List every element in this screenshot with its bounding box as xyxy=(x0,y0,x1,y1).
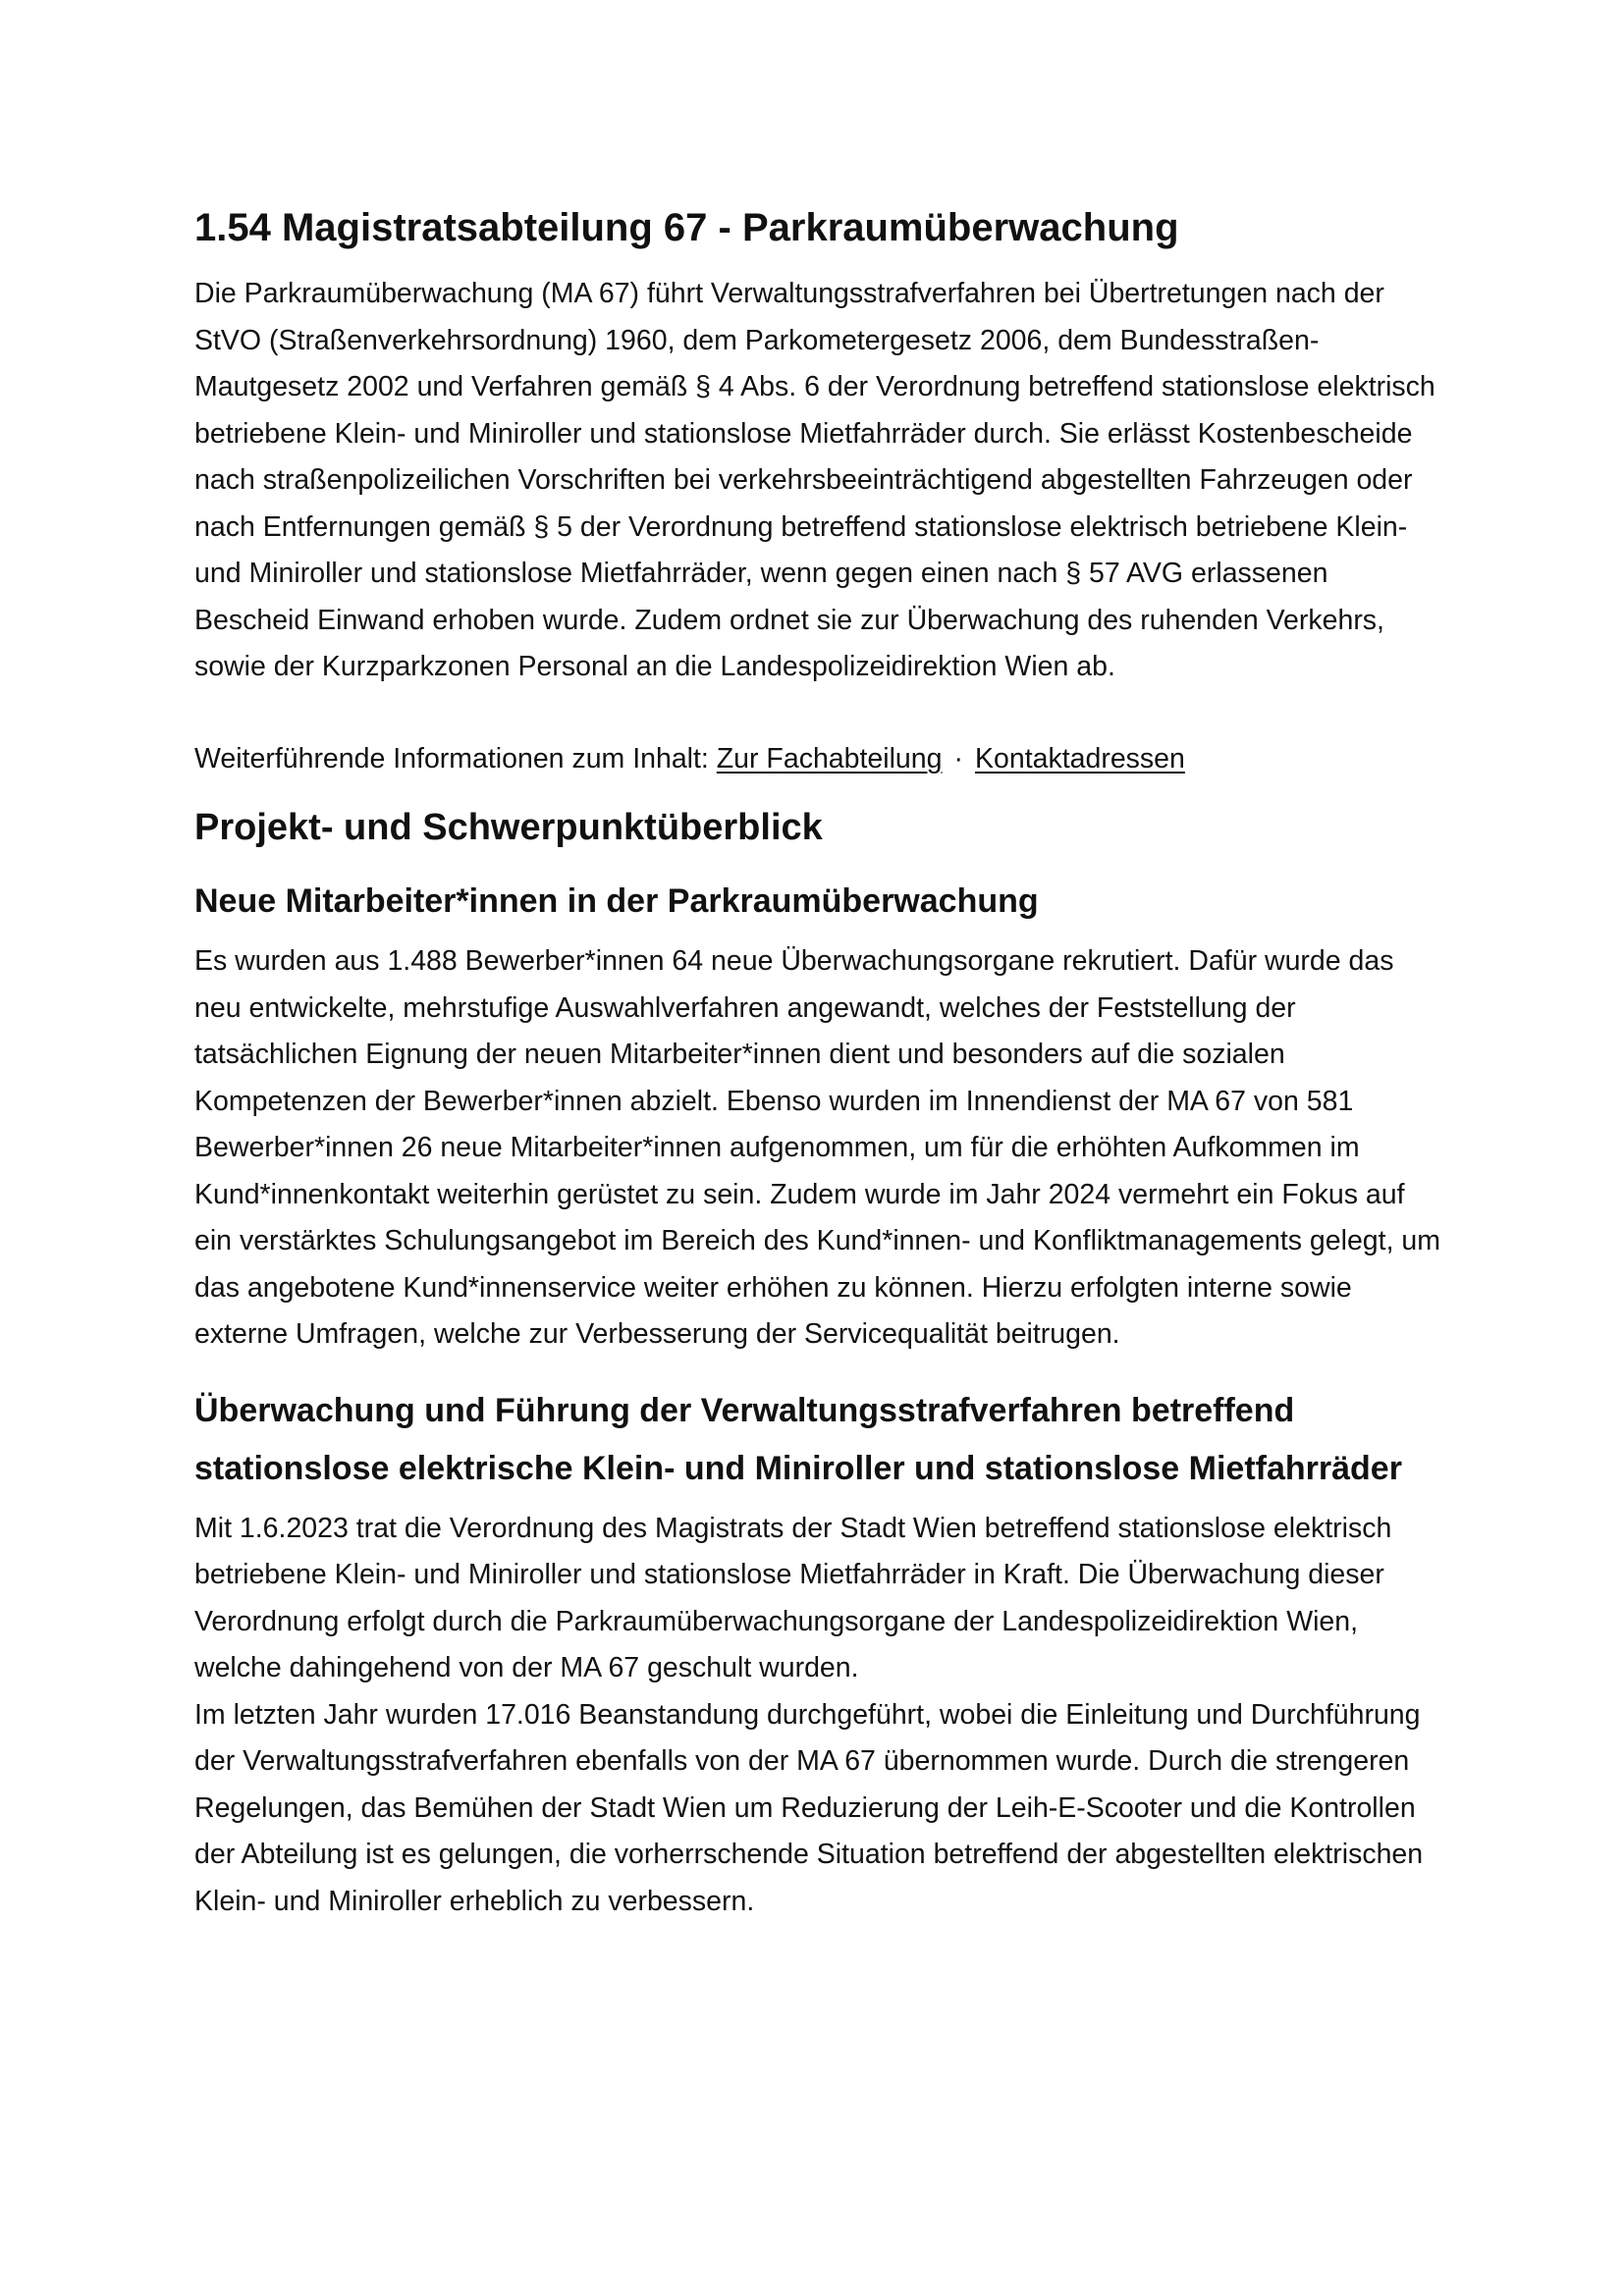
further-info-label: Weiterführende Informationen zum Inhalt: xyxy=(194,742,709,774)
further-info-line xyxy=(194,736,1441,783)
section-scooter-monitoring-text-1: Mit 1.6.2023 trat die Verordnung des Magistrats der Stadt Wien betreffend stationslose elektrisch betriebene Klein- und Miniroller und stationslose Mietfahrräder in Kraft. Die Überwachung dieser Verordnung erfolgt durch die Parkraumüberwachungsorgane der Landespolizeidirektion Wien, welche dahingehend von der MA 67 geschult wurden. xyxy=(194,1512,1392,1683)
section-new-staff xyxy=(194,873,1441,1359)
section-new-staff-text: Es wurden aus 1.488 Bewerber*innen 64 neue Überwachungsorgane rekrutiert. Dafür wurde das neu entwickelte, mehrstufige Auswahlverfahren angewandt, welches der Feststellung der tatsächlichen Eignung der neuen Mitarbeiter*innen dient und besonders auf die sozialen Kompetenzen der Bewerber*innen abzielt. Ebenso wurden im Innendienst der MA 67 von 581 Bewerber*innen 26 neue Mitarbeiter*innen aufgenommen, um für die erhöhten Aufkommen im Kund*innenkontakt weiterhin gerüstet zu sein. Zudem wurde im Jahr 2024 vermehrt ein Fokus auf ein verstärktes Schulungsangebot im Bereich des Kund*innen- und Konfliktmanagements gelegt, um das angebotene Kund*innenservice weiter erhöhen zu können. Hierzu erfolgten interne sowie externe Umfragen, welche zur Verbesserung der Servicequalität beitrugen. xyxy=(194,945,1441,1350)
section-new-staff-title: Neue Mitarbeiter*innen in der Parkraumüberwachung xyxy=(194,882,1039,920)
page-title: 1.54 Magistratsabteilung 67 - Parkraumüberwachung xyxy=(194,206,1179,249)
document-page xyxy=(194,196,1441,1949)
section-scooter-monitoring-text-2: Im letzten Jahr wurden 17.016 Beanstandung durchgeführt, wobei die Einleitung und Durchführung der Verwaltungsstrafverfahren ebenfalls von der MA 67 übernommen wurde. Durch die strengeren Regelungen, das Bemühen der Stadt Wien um Reduzierung der Leih-E-Scooter und die Kontrollen der Abteilung ist es gelungen, die vorherrschende Situation betreffend der abgestellten elektrischen Klein- und Miniroller erheblich zu verbessern. xyxy=(194,1698,1424,1917)
contact-addresses-link[interactable]: Kontaktadressen xyxy=(974,742,1185,774)
section-scooter-monitoring-title: Überwachung und Führung der Verwaltungsstrafverfahren betreffend stationslose elektrische Klein- und Miniroller und stationslose Mietfahrräder xyxy=(194,1391,1402,1487)
department-link[interactable]: Zur Fachabteilung xyxy=(716,742,943,774)
intro-paragraph: Die Parkraumüberwachung (MA 67) führt Verwaltungsstrafverfahren bei Übertretungen nach der StVO (Straßenverkehrsordnung) 1960, dem Parkometergesetz 2006, dem Bundesstraßen-Mautgesetz 2002 und Verfahren gemäß § 4 Abs. 6 der Verordnung betreffend stationslose elektrisch betriebene Klein- und Miniroller und stationslose Mietfahrräder durch. Sie erlässt Kostenbescheide nach straßenpolizeilichen Vorschriften bei verkehrsbeeinträchtigend abgestellten Fahrzeugen oder nach Entfernungen gemäß § 5 der Verordnung betreffend stationslose elektrisch betriebene Klein- und Miniroller und stationslose Mietfahrräder, wenn gegen einen nach § 57 AVG erlassenen Bescheid Einwand erhoben wurde. Zudem ordnet sie zur Überwachung des ruhenden Verkehrs, sowie der Kurzparkzonen Personal an die Landespolizeidirektion Wien ab. xyxy=(194,278,1435,682)
section-scooter-monitoring xyxy=(194,1382,1441,1926)
overview-heading: Projekt- und Schwerpunktüberblick xyxy=(194,807,823,848)
link-separator: · xyxy=(953,742,963,774)
